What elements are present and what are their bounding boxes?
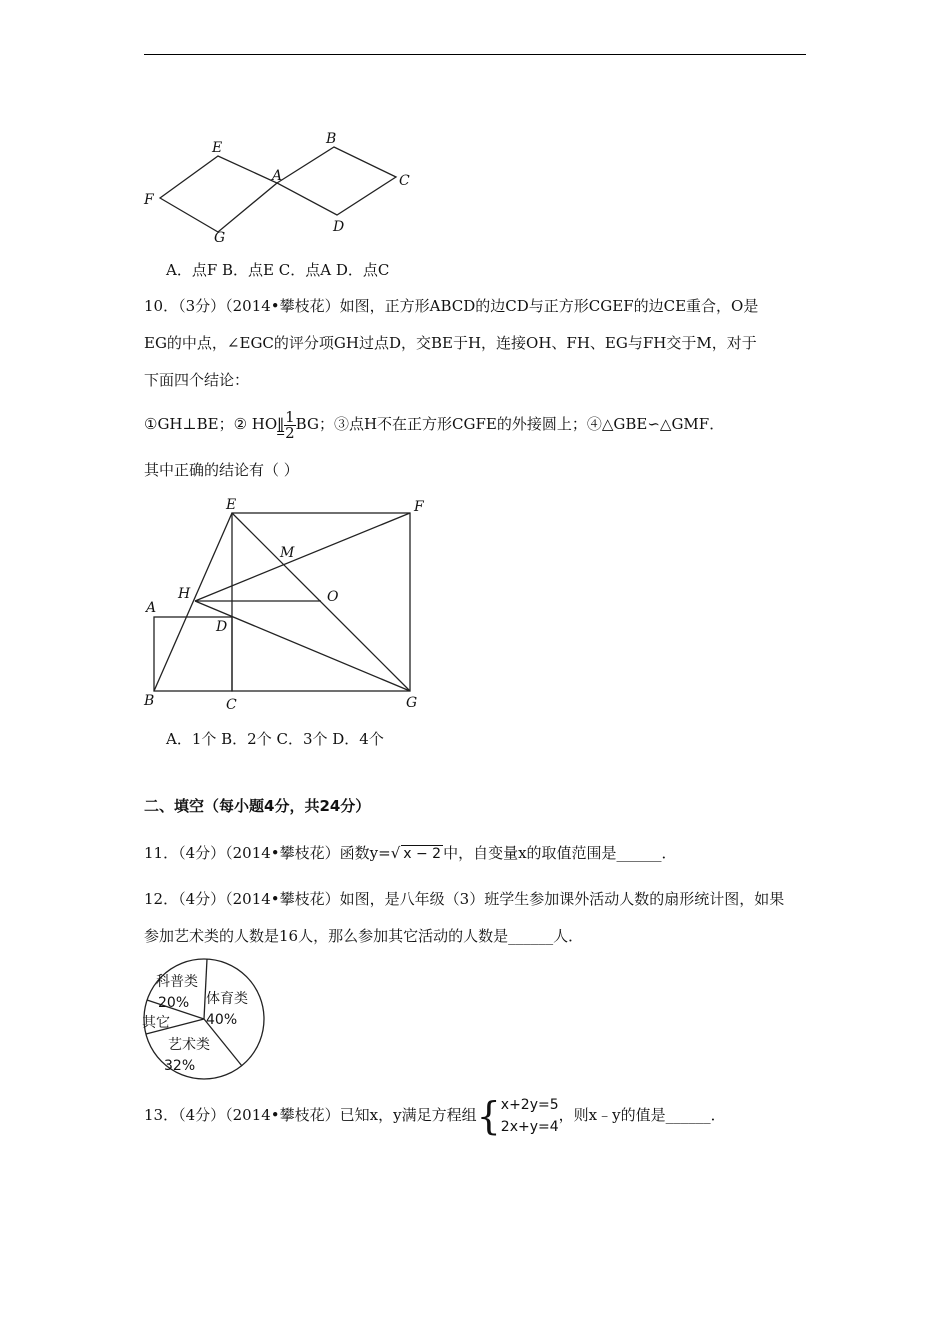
q10-conclusion-pre: ①GH⊥BE；② HO bbox=[144, 415, 278, 433]
label-G: G bbox=[214, 230, 226, 246]
q13-post: ，则x﹣y的值是______． bbox=[558, 1106, 726, 1124]
q11-radicand: x − 2 bbox=[403, 846, 442, 862]
pie-label-kepu: 科普类 bbox=[156, 974, 198, 990]
pie-divider-top bbox=[204, 959, 207, 1019]
label-M: M bbox=[280, 545, 295, 561]
q9-options: A．点F B．点E C．点A D．点C bbox=[166, 261, 390, 279]
equation-system bbox=[501, 1094, 559, 1138]
brace-icon: { bbox=[476, 1094, 501, 1138]
equation-2: 2x+y=4 bbox=[500, 1119, 559, 1135]
pie-pct-kepu: 20% bbox=[158, 995, 190, 1011]
segment-HG bbox=[195, 601, 410, 691]
q11-post: 中，自变量x的取值范围是______． bbox=[443, 844, 677, 862]
q10-line1: 10．（3分）（2014•攀枝花）如图，正方形ABCD的边CD与正方形CGEF的边CE重合，O是 bbox=[144, 297, 759, 315]
segment-HF bbox=[195, 513, 410, 601]
parallel-equal-symbol: ∥ bbox=[277, 416, 285, 434]
section-title: 二、填空（每小题4分，共24分） bbox=[144, 797, 371, 815]
q10-options: A．1个 B．2个 C．3个 D．4个 bbox=[166, 730, 384, 748]
pie-label-qita: 其它 bbox=[142, 1015, 170, 1031]
q13-pre: 13．（4分）（2014•攀枝花）已知x，y满足方程组 bbox=[144, 1106, 477, 1124]
q10-conclusions bbox=[144, 406, 724, 443]
q12-line2: 参加艺术类的人数是16人，那么参加其它活动的人数是______人． bbox=[144, 927, 584, 945]
q11 bbox=[144, 843, 677, 863]
label-H: H bbox=[178, 586, 191, 602]
rhombus-figure bbox=[140, 128, 420, 248]
pie-pct-yishu: 32% bbox=[164, 1058, 196, 1074]
label-B: B bbox=[326, 131, 337, 147]
pie-chart bbox=[138, 957, 270, 1083]
label-G: G bbox=[406, 695, 418, 711]
label-C: C bbox=[399, 173, 410, 189]
q10-line2: EG的中点，∠EGC的评分项GH过点D，交BE于H，连接OH、FH、EG与FH交于M，对于 bbox=[144, 334, 757, 352]
label-A: A bbox=[272, 168, 283, 184]
label-E: E bbox=[226, 497, 237, 513]
label-A: A bbox=[146, 600, 157, 616]
label-D: D bbox=[216, 619, 228, 635]
label-F: F bbox=[144, 192, 154, 208]
fraction-one-half bbox=[284, 407, 296, 442]
label-C: C bbox=[226, 697, 237, 713]
pie-label-yishu: 艺术类 bbox=[168, 1037, 210, 1053]
fraction-denominator: 2 bbox=[285, 423, 295, 442]
label-O: O bbox=[327, 589, 339, 605]
rhombus-right bbox=[277, 147, 396, 215]
sqrt-icon: √ bbox=[390, 844, 401, 862]
q10-conclusion-post: BG；③点H不在正方形CGFE的外接圆上；④△GBE∽△GMF． bbox=[295, 415, 725, 433]
pie-label-tiyu: 体育类 bbox=[206, 991, 248, 1007]
rhombus-left bbox=[160, 156, 277, 232]
label-F: F bbox=[414, 499, 424, 515]
q12-line1: 12．（4分）（2014•攀枝花）如图，是八年级（3）班学生参加课外活动人数的扇形统计图，如果 bbox=[144, 890, 785, 908]
q10-line3: 下面四个结论： bbox=[144, 371, 250, 389]
q13 bbox=[144, 1090, 726, 1140]
label-E: E bbox=[212, 140, 223, 156]
square-figure bbox=[140, 495, 440, 715]
segment-BE bbox=[154, 513, 232, 691]
label-B: B bbox=[144, 693, 155, 709]
segment-EG bbox=[232, 513, 410, 691]
equation-1: x+2y=5 bbox=[500, 1097, 559, 1113]
q11-pre: 11．（4分）（2014•攀枝花）函数y= bbox=[144, 844, 391, 862]
header-rule bbox=[144, 54, 806, 55]
q10-question: 其中正确的结论有（ ） bbox=[144, 461, 299, 479]
fraction-numerator: 1 bbox=[285, 407, 295, 426]
label-D: D bbox=[333, 219, 345, 235]
pie-pct-tiyu: 40% bbox=[206, 1012, 238, 1028]
